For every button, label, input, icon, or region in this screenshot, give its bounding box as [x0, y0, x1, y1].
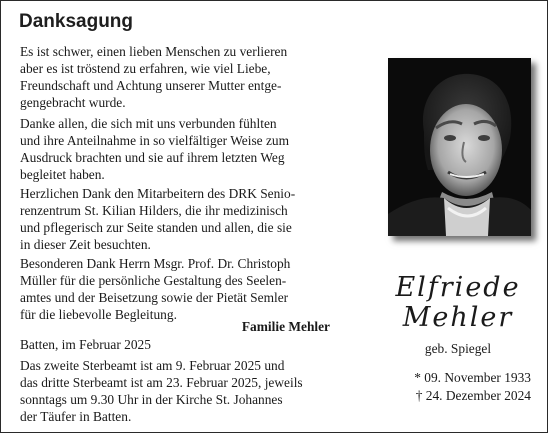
memorial-note: Das zweite Sterbeamt ist am 9. Februar 2025 und das dritte Sterbeamt ist am 23. Februar 2025, jeweils sonntags um 9.30 Uhr in der Kirche St. Johannes der Täufer in Batten.	[20, 358, 303, 424]
family-signature: Familie Mehler	[241, 319, 330, 334]
paragraph-thanks-clergy: Besonderen Dank Herrn Msgr. Prof. Dr. Christoph Müller für die persönliche Gestaltung des Seelen- amtes und der Beisetzung sowie der Pietät Semler für die liebevolle Begleitung.	[20, 256, 291, 322]
paragraph-intro: Es ist schwer, einen lieben Menschen zu verlieren aber es ist tröstend zu erfahren, wie viel Liebe, Freundschaft und Achtung unserer Mutter entge- gengebracht wurde.	[20, 44, 288, 110]
heading: Danksagung	[19, 11, 134, 32]
portrait-photo-icon	[388, 58, 531, 236]
deceased-last-name: Mehler	[402, 302, 514, 333]
portrait-drawing	[388, 58, 531, 236]
place-date: Batten, im Februar 2025	[20, 337, 151, 352]
paragraph-thanks-staff: Herzlichen Dank den Mitarbeitern des DRK Senio- renzentrum St. Kilian Hilders, die ihr medizinisch und pflegerisch zur Seite standen und allen, die sie in dieser Zeit besuchten.	[20, 186, 296, 252]
birth-date: * 09. November 1933	[414, 370, 531, 385]
paragraph-thanks-all: Danke allen, die sich mit uns verbunden fühlten und ihre Anteilnahme in so vielfältiger Weise zum Ausdruck brachten und sie auf ihrem letzten Weg begleitet haben.	[20, 116, 290, 182]
deceased-first-name: Elfriede	[395, 272, 521, 303]
maiden-name: geb. Spiegel	[424, 341, 492, 356]
death-date: † 24. Dezember 2024	[415, 388, 531, 403]
